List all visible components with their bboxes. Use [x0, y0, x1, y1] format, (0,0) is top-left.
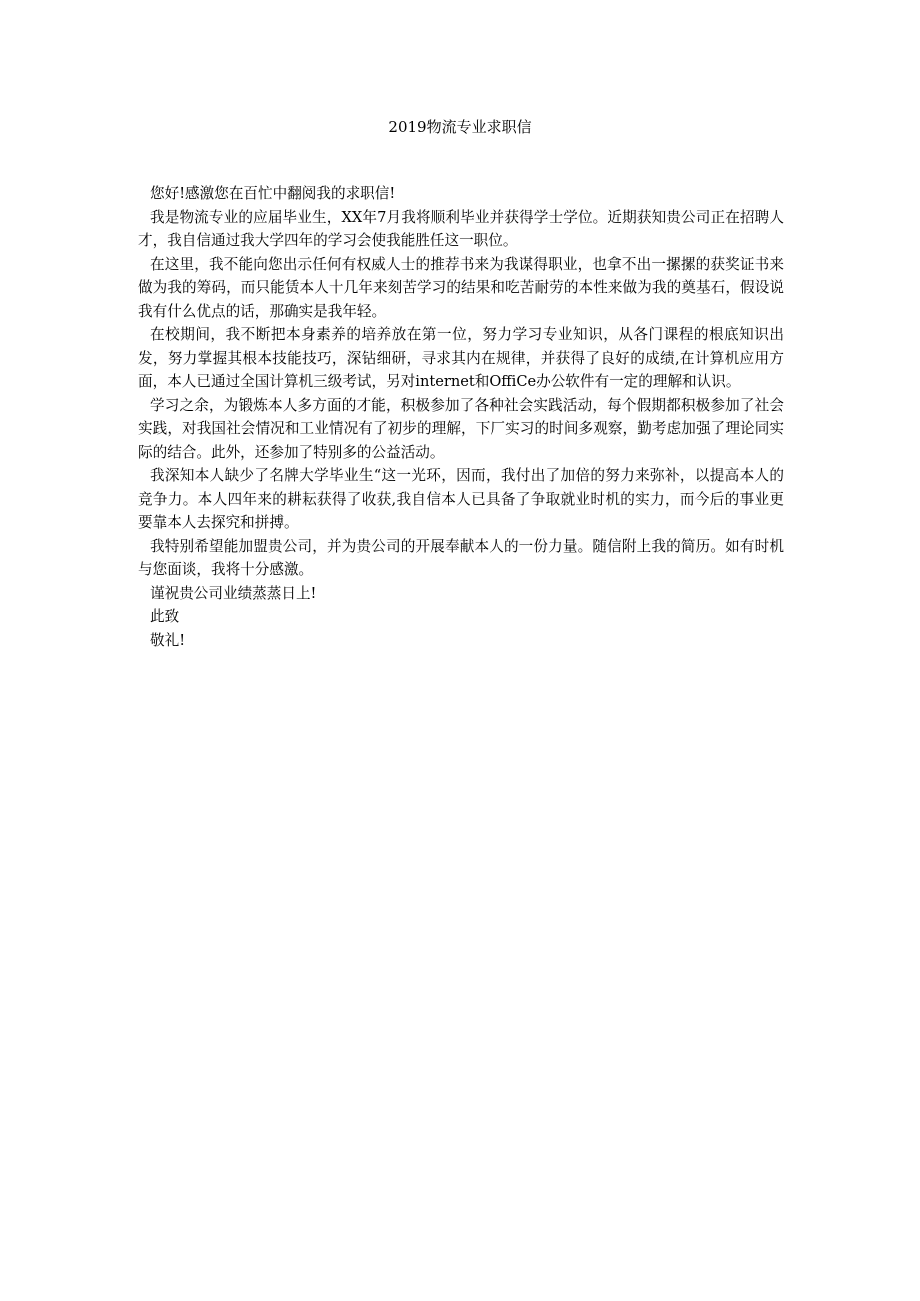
paragraph-social-practice: 学习之余，为锻炼本人多方面的才能，积极参加了各种社会实践活动，每个假期都积极参加了社会实践，对我国社会情况和工业情况有了初步的理解，下厂实习的时间多观察，勤考虑加强了理论同实际的结合。此外，还参加了特别多的公益活动。	[138, 396, 784, 461]
closing-salutation: 此致	[150, 608, 180, 625]
paragraph-introduction: 我是物流专业的应届毕业生，XX年7月我将顺利毕业并获得学士学位。近期获知贵公司正在招聘人才，我自信通过我大学四年的学习会使我能胜任这一职位。	[138, 208, 784, 249]
paragraph-greeting: 您好!感激您在百忙中翻阅我的求职信!	[150, 185, 396, 202]
letter-body	[138, 182, 784, 652]
paragraph-self-statement: 在这里，我不能向您出示任何有权威人士的推荐书来为我谋得职业，也拿不出一摞摞的获奖证书来做为我的筹码，而只能赁本人十几年来刻苦学习的结果和吃苦耐劳的本性来做为我的奠基石，假设说我有什么优点的话，那确实是我年轻。	[138, 255, 784, 320]
paragraph-blessing: 谨祝贵公司业绩蒸蒸日上!	[150, 584, 317, 602]
closing-regards: 敬礼!	[150, 631, 186, 649]
paragraph-competitiveness: 我深知本人缺少了名牌大学毕业生“这一光环，因而，我付出了加倍的努力来弥补，以提高本人的竞争力。本人四年来的耕耘获得了收获,我自信本人已具备了争取就业时机的实力，而今后的事业更要靠本人去探究和拼搏。	[138, 467, 784, 531]
paragraph-school-period: 在校期间，我不断把本身素养的培养放在第一位，努力学习专业知识，从各门课程的根底知识出发，努力掌握其根本技能技巧，深钻细研，寻求其内在规律，并获得了良好的成绩,在计算机应用方面，本人已通过全国计算机三级考试，另对internet和OffiCe办公软件有一定的理解和认识。	[138, 326, 784, 390]
document-title: 2019物流专业求职信	[388, 118, 532, 136]
paragraph-wish-to-join: 我特别希望能加盟贵公司，并为贵公司的开展奉献本人的一份力量。随信附上我的简历。如有时机与您面谈，我将十分感激。	[138, 537, 784, 578]
